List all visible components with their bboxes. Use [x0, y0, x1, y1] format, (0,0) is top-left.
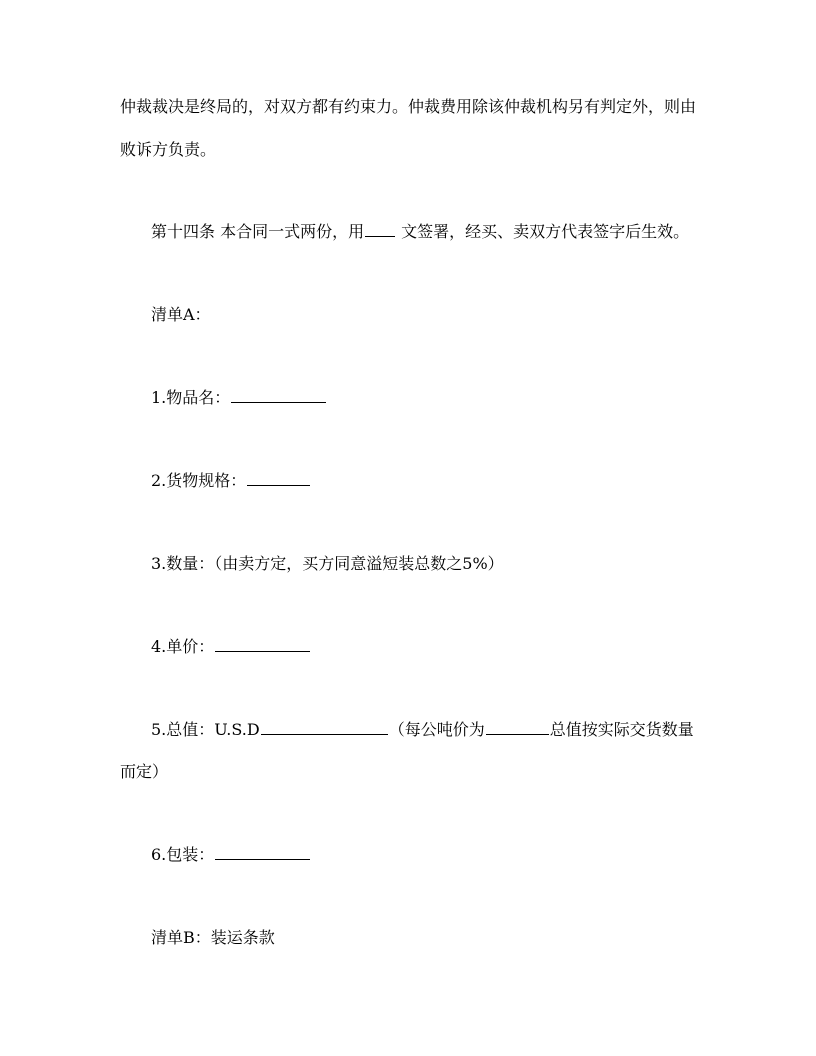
item-5-line2: 而定）	[120, 762, 169, 781]
item-4-blank	[215, 637, 310, 652]
item-6-label: 6.包装：	[151, 845, 215, 864]
list-b-title	[151, 928, 275, 948]
list-item	[151, 637, 311, 657]
item-6-blank	[215, 845, 310, 860]
item-4-label: 4.单价：	[151, 637, 215, 656]
arbitration-text-line1: 仲裁裁决是终局的，对双方都有约束力。仲裁费用除该仲裁机构另有判定外，则由	[120, 97, 697, 116]
article-14-text-pre: 第十四条 本合同一式两份，用	[151, 222, 365, 241]
list-item	[151, 845, 311, 865]
item-2-blank	[247, 471, 310, 486]
item-1-blank	[231, 388, 326, 403]
paragraph-line	[120, 140, 216, 160]
list-a-title-text: 清单A：	[151, 305, 211, 324]
list-item	[151, 471, 311, 491]
arbitration-text-line2: 败诉方负责。	[120, 140, 217, 159]
item-2-label: 2.货物规格：	[151, 471, 247, 490]
list-b-title-text: 清单B：装运条款	[151, 928, 275, 947]
article-14	[151, 222, 689, 242]
article-14-text-post: 文签署，经买、卖双方代表签字后生效。	[396, 222, 690, 241]
item-5-price-blank	[486, 720, 549, 735]
list-item	[151, 388, 327, 408]
item-3-text: 3.数量：（由卖方定，买方同意溢短装总数之5%）	[151, 554, 504, 573]
list-item	[151, 554, 504, 574]
paragraph-line	[120, 97, 696, 117]
list-item	[151, 720, 694, 740]
list-a-title	[151, 305, 211, 325]
item-5-mid: （每公吨价为	[388, 720, 485, 739]
item-5-pre: 5.总值：U.S.D	[151, 720, 260, 739]
item-1-label: 1.物品名：	[151, 388, 231, 407]
list-item-continuation	[120, 762, 168, 782]
item-5-total-blank	[261, 720, 388, 735]
language-blank	[365, 222, 395, 237]
item-5-post: 总值按实际交货数量	[549, 720, 694, 739]
